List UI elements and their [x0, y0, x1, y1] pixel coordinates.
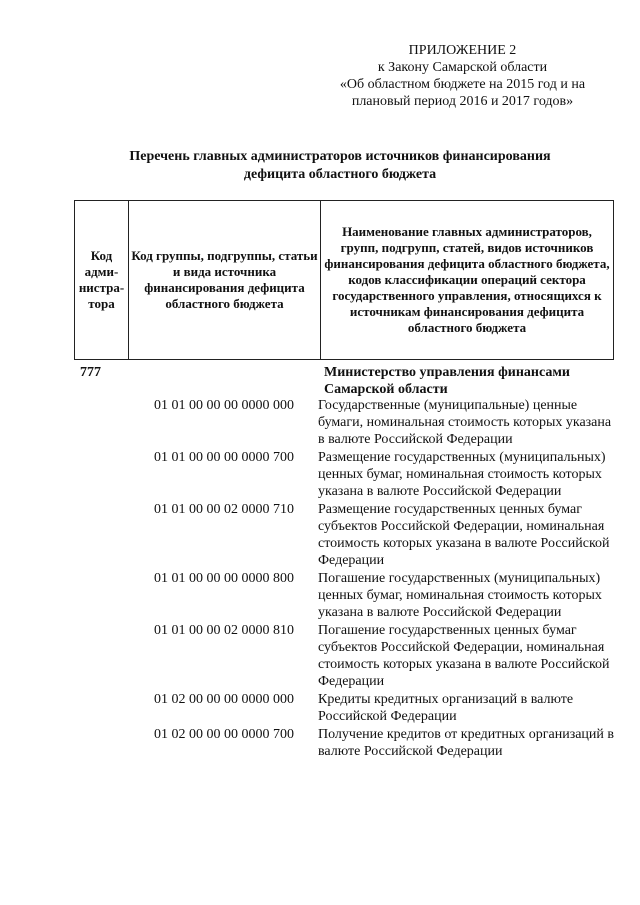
row-name: Погашение государственных (муниципальных) ценных бумаг, номинальная стоимость которых указана в валюте Российской Федерации [318, 571, 602, 620]
appendix-block [300, 42, 625, 110]
header-source-code [129, 201, 321, 359]
table-row [74, 726, 624, 760]
appendix-line-2: «Об областном бюджете на 2015 год и на [339, 77, 586, 92]
row-name: Получение кредитов от кредитных организаций в валюте Российской Федерации [318, 727, 615, 759]
table-row [74, 449, 624, 500]
document-title [60, 148, 620, 184]
table-header [74, 200, 614, 360]
table-row [74, 397, 624, 448]
appendix-line-1: к Закону Самарской области [377, 60, 548, 75]
row-name: Государственные (муниципальные) ценные бумаги, номинальная стоимость которых указана в валюте Российской Федерации [318, 398, 612, 447]
row-code: 01 02 00 00 00 0000 000 [154, 692, 294, 707]
row-code: 01 02 00 00 00 0000 700 [154, 727, 294, 742]
row-code: 01 01 00 00 00 0000 800 [154, 571, 294, 586]
table-row [74, 501, 624, 569]
table-row [74, 691, 624, 725]
row-code: 01 01 00 00 00 0000 700 [154, 450, 294, 465]
table-row [74, 622, 624, 690]
row-code: 01 01 00 00 00 0000 000 [154, 398, 294, 413]
row-code: 01 01 00 00 02 0000 810 [154, 623, 294, 638]
row-name: Кредиты кредитных организаций в валюте Российской Федерации [318, 692, 574, 724]
appendix-line-3: плановый период 2016 и 2017 годов» [351, 94, 574, 109]
row-name: Размещение государственных ценных бумаг субъектов Российской Федерации, номинальная стоимость которых указана в валюте Российской Федерации [318, 502, 610, 568]
header-source-name [321, 201, 613, 359]
table-row [74, 570, 624, 621]
row-name: Размещение государственных (муниципальных) ценных бумаг, номинальная стоимость которых указана в валюте Российской Федерации [318, 450, 606, 499]
header-admin-code [75, 201, 129, 359]
document-title-line-1: Перечень главных администраторов источников финансирования [129, 149, 551, 164]
header-source-name-text: Наименование главных администраторов, групп, подгрупп, статей, видов источников финансирования дефицита областного бюджета, кодов классификации операций сектора государственного управления, относящихся к источникам финансирования дефицита областного бюджета [324, 224, 610, 335]
admin-code: 777 [80, 365, 101, 380]
header-source-code-text: Код группы, подгруппы, статьи и вида источника финансирования дефицита областного бюджета [131, 248, 318, 311]
appendix-title: ПРИЛОЖЕНИЕ 2 [408, 43, 517, 58]
source-rows [74, 397, 624, 761]
row-name: Погашение государственных ценных бумаг субъектов Российской Федерации, номинальная стоимость которых указана в валюте Российской Федерации [318, 623, 610, 689]
row-code: 01 01 00 00 02 0000 710 [154, 502, 294, 517]
admin-name: Министерство управления финансами Самарской области [324, 365, 570, 397]
document-title-line-2: дефицита областного бюджета [243, 167, 437, 182]
header-admin-code-text: Код адми-нистра-тора [78, 248, 125, 311]
